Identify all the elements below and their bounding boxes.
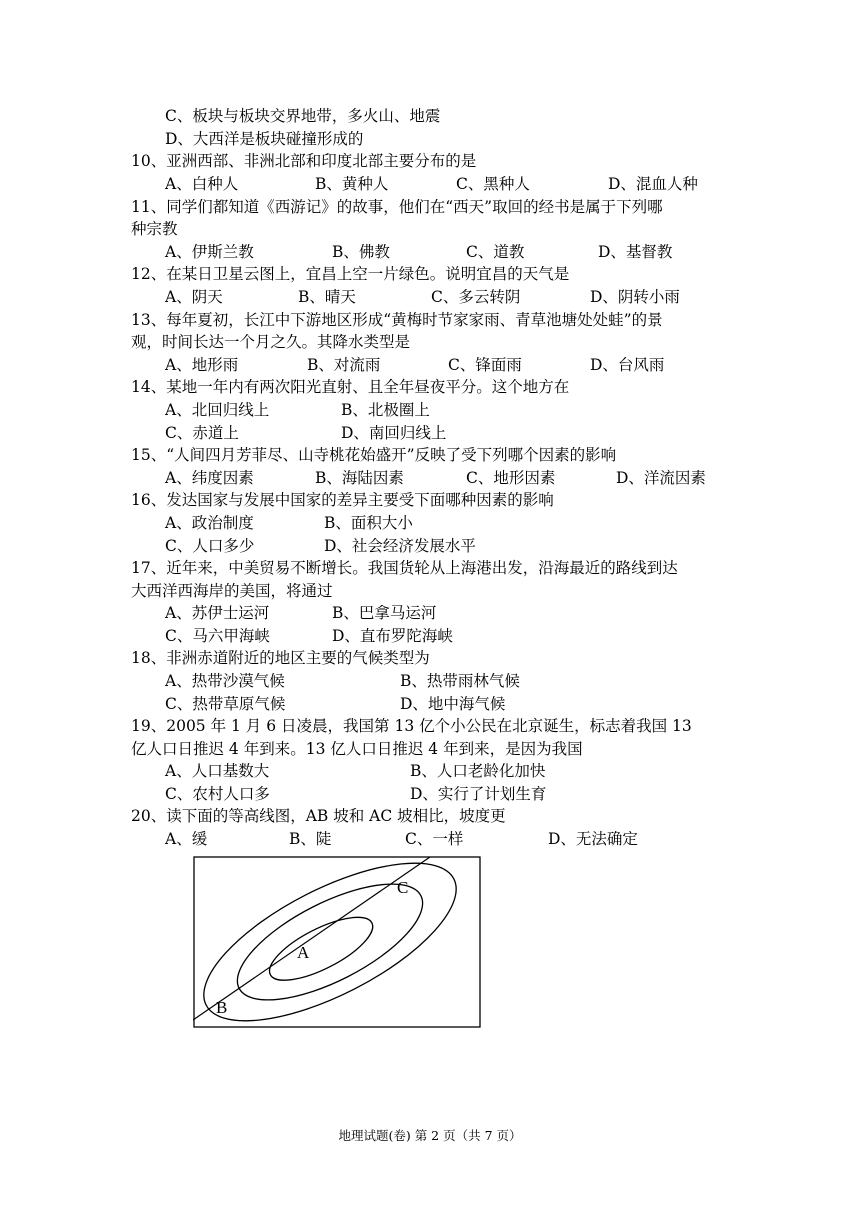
q11-option-d: D、基督教	[598, 243, 673, 261]
q14-option-d: D、南回归线上	[341, 424, 447, 442]
question-14-stem: 14、某地一年内有两次阳光直射、且全年昼夜平分。这个地方在	[131, 378, 570, 396]
q17-option-c: C、马六甲海峡	[165, 627, 270, 645]
q13-option-c: C、锋面雨	[448, 356, 522, 374]
question-13-stem-cont: 观，时间长达一个月之久。其降水类型是	[131, 333, 411, 351]
q15-option-d: D、洋流因素	[616, 469, 706, 487]
q10-option-a: A、白种人	[165, 175, 239, 193]
q20-option-c: C、一样	[405, 830, 464, 848]
q17-option-a: A、苏伊士运河	[165, 604, 270, 622]
q19-option-d: D、实行了计划生育	[410, 785, 547, 803]
q14-option-c: C、赤道上	[165, 424, 239, 442]
q16-option-b: B、面积大小	[324, 514, 413, 532]
q20-option-b: B、陡	[289, 830, 332, 848]
q10-option-c: C、黑种人	[456, 175, 530, 193]
q9-option-d: D、大西洋是板块碰撞形成的	[165, 130, 364, 148]
q12-option-b: B、晴天	[298, 288, 356, 306]
contour-line-inner	[261, 905, 381, 992]
question-10-stem: 10、亚洲西部、非洲北部和印度北部主要分布的是	[131, 152, 477, 170]
q19-option-b: B、人口老龄化加快	[410, 762, 546, 780]
q12-option-d: D、阴转小雨	[590, 288, 680, 306]
q14-option-b: B、北极圈上	[341, 401, 430, 419]
q20-option-d: D、无法确定	[548, 830, 638, 848]
profile-line-bc	[193, 857, 430, 1020]
q10-option-d: D、混血人种	[608, 175, 698, 193]
q19-option-c: C、农村人口多	[165, 785, 270, 803]
q11-option-b: B、佛教	[332, 243, 390, 261]
label-b: B	[216, 998, 228, 1017]
contour-line-outer	[193, 856, 478, 1030]
question-20-stem: 20、读下面的等高线图，AB 坡和 AC 坡相比，坡度更	[131, 807, 506, 825]
q17-option-b: B、巴拿马运河	[332, 604, 437, 622]
question-11-stem: 11、同学们都知道《西游记》的故事，他们在“西天”取回的经书是属于下列哪	[131, 198, 663, 216]
question-11-stem-cont: 种宗教	[131, 220, 178, 238]
q13-option-a: A、地形雨	[165, 356, 239, 374]
q20-option-a: A、缓	[165, 830, 208, 848]
question-19-stem: 19、2005 年 1 月 6 日凌晨，我国第 13 亿个小公民在北京诞生，标志着我国 13	[131, 717, 692, 735]
q15-option-b: B、海陆因素	[315, 469, 404, 487]
question-16-stem: 16、发达国家与发展中国家的差异主要受下面哪种因素的影响	[131, 491, 554, 509]
label-a: A	[297, 943, 310, 962]
q12-option-a: A、阴天	[165, 288, 223, 306]
q18-option-d: D、地中海气候	[400, 695, 506, 713]
page-footer: 地理试题(卷) 第 2 页（共 7 页）	[338, 1128, 522, 1143]
question-18-stem: 18、非洲赤道附近的地区主要的气候类型为	[131, 649, 430, 667]
q13-option-b: B、对流雨	[307, 356, 381, 374]
q15-option-a: A、纬度因素	[165, 469, 254, 487]
q18-option-a: A、热带沙漠气候	[165, 672, 285, 690]
q17-option-d: D、直布罗陀海峡	[332, 627, 453, 645]
q11-option-a: A、伊斯兰教	[165, 243, 254, 261]
question-17-stem-cont: 大西洋西海岸的美国，将通过	[131, 582, 333, 600]
question-15-stem: 15、“人间四月芳菲尽、山寺桃花始盛开”反映了受下列哪个因素的影响	[131, 446, 617, 464]
contour-map	[193, 856, 483, 1030]
q10-option-b: B、黄种人	[315, 175, 389, 193]
q16-option-d: D、社会经济发展水平	[324, 537, 476, 555]
q19-option-a: A、人口基数大	[165, 762, 270, 780]
q11-option-c: C、道教	[466, 243, 525, 261]
q16-option-a: A、政治制度	[165, 514, 254, 532]
question-19-stem-cont: 亿人口日推迟 4 年到来。13 亿人口日推迟 4 年到来，是因为我国	[131, 740, 583, 758]
q18-option-c: C、热带草原气候	[165, 695, 286, 713]
question-13-stem: 13、每年夏初，长江中下游地区形成“黄梅时节家家雨、青草池塘处处蛙”的景	[131, 311, 663, 329]
question-17-stem: 17、近年来，中美贸易不断增长。我国货轮从上海港出发，沿海最近的路线到达	[131, 559, 678, 577]
q16-option-c: C、人口多少	[165, 537, 255, 555]
q14-option-a: A、北回归线上	[165, 401, 270, 419]
q12-option-c: C、多云转阴	[431, 288, 521, 306]
q15-option-c: C、地形因素	[466, 469, 556, 487]
q13-option-d: D、台风雨	[590, 356, 665, 374]
q18-option-b: B、热带雨林气候	[400, 672, 520, 690]
question-12-stem: 12、在某日卫星云图上，宜昌上空一片绿色。说明宜昌的天气是	[131, 265, 570, 283]
q9-option-c: C、板块与板块交界地带，多火山、地震	[165, 107, 441, 125]
label-c: C	[397, 878, 409, 897]
